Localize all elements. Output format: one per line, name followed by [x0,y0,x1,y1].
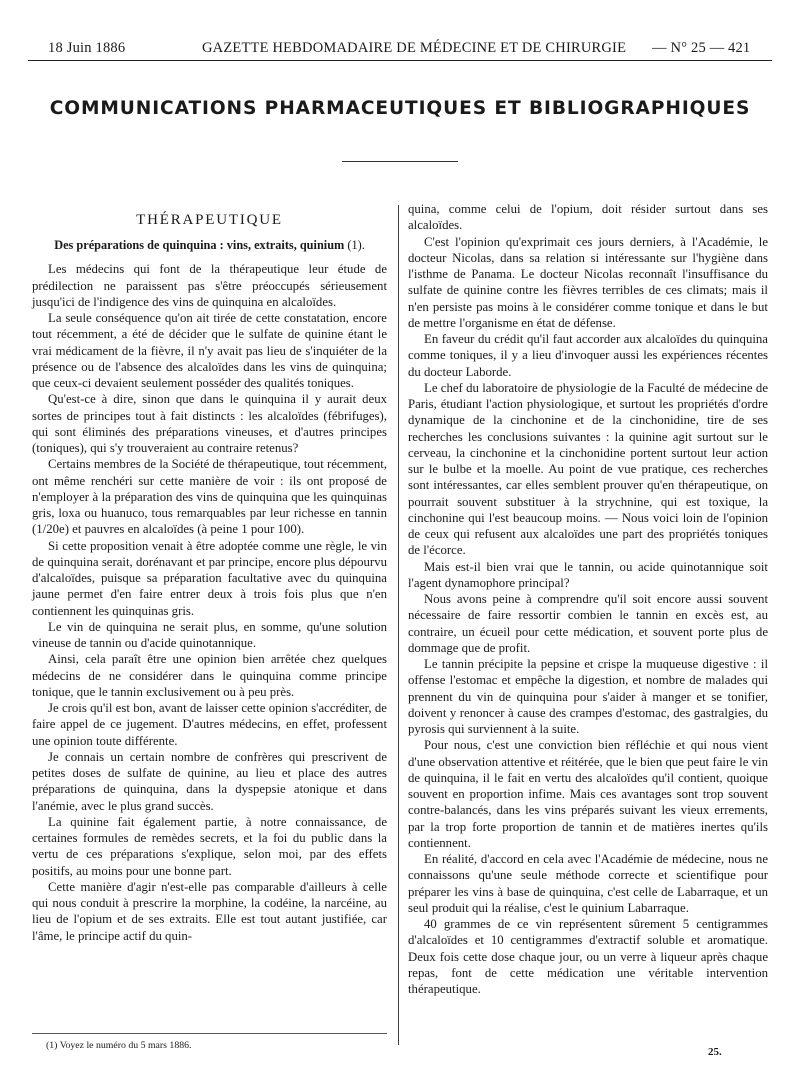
left-column [32,212,387,944]
section-title: THÉRAPEUTIQUE [136,212,283,228]
paragraph: Le chef du laboratoire de physiologie de la Faculté de médecine de Paris, étudiant l'action physiologique, et surtout les propriétés d'ordre dynamique de la cinchonine et de la cinchonidine, tire de ses recherches les conclusions suivantes : la quinine agit surtout sur le cerveau, la cinchonine et la cinchonidine portent surtout leur action sur le bulbe et la moelle. Au point de vue pratique, ces recherches sont intéressantes, car elles semblent prouver qu'en thérapeutique, on pourrait souvent substituer à la strychnine, qui est toxique, la cinchonine qui l'est beaucoup moins. — Nous voici loin de l'opinion de ceux qui refusent aux alcaloïdes une part des propriétés toniques de l'écorce. [408,380,768,558]
paragraph: La quinine fait également partie, à notre connaissance, de certaines formules de remèdes secrets, et la foi du public dans la vertu de ces préparations s'explique, selon moi, par des effets positifs, au moins pour une bonne part. [32,814,387,878]
section-subtitle-text: Des préparations de quinquina : vins, extraits, quinium [54,238,345,253]
header-issue-number: — N° 25 — [652,40,725,56]
paragraph: Certains membres de la Société de thérapeutique, tout récemment, ont même renchéri sur cette manière de voir : ils ont proposé de n'employer à la préparation des vins de quinquina que les quinquinas gris, loxa ou huanuco, tous remarquables par leur richesse en tannin (1/20e) et pauvres en alcaloïdes (à peine 1 pour 100). [32,457,387,537]
header-date: 18 Juin 1886 [48,40,126,56]
page-title: COMMUNICATIONS PHARMACEUTIQUES ET BIBLIOGRAPHIQUES [49,98,751,119]
title-divider [342,161,458,162]
paragraph: Cette manière d'agir n'est-elle pas comparable d'ailleurs à celle qui nous conduit à prescrire la morphine, la codéine, la narcéine, au lieu de l'opium et de ses extraits. Elle est tout autant justifiée, car l'âme, le principe actif du quin- [32,879,387,943]
footnote-reference: (1). [347,238,365,253]
paragraph: Le tannin précipite la pepsine et crispe la muqueuse digestive : il offense l'estomac et empêche la digestion, et nombre de malades qui prennent du vin de quinquina pour s'aider à manger et se tonifier, doivent y renoncer à cause des crampes d'estomac, des gastralgies, du pyrosis qui surviennent à la suite. [408,657,768,736]
header-publication-title: GAZETTE HEBDOMADAIRE DE MÉDECINE ET DE CHIRURGIE [202,40,627,56]
paragraph: Pour nous, c'est une conviction bien réfléchie et qui nous vient d'une observation attentive et réitérée, que le bien que peut faire le vin de quinquina, il le fait en vertu des alcaloïdes qu'il contient, quoique souvent en proportion infime. Mais ces avantages sont trop souvent contre-balancés, dans les vins préparés suivant les vieux errements, par la trop forte proportion de tannin et de matières inertes qu'ils contiennent. [408,738,768,850]
section-subtitle [32,238,387,253]
paragraph: En faveur du crédit qu'il faut accorder aux alcaloïdes du quinquina comme toniques, il y a lieu d'invoquer aussi les expériences récentes du docteur Laborde. [408,332,768,379]
paragraph: C'est l'opinion qu'exprimait ces jours derniers, à l'Académie, le docteur Nicolas, dans sa relation si intéressante sur l'hygiène dans l'isthme de Panama. Le docteur Nicolas reconnaît l'insuffisance du sulfate de quinine contre les fièvres terribles de ces climats; mais il n'en persiste pas moins à le considérer comme tonique et dans le but de mettre l'organisme en état de défense. [408,234,768,330]
paragraph: Qu'est-ce à dire, sinon que dans le quinquina il y aurait deux sortes de principes tout à fait distincts : les alcaloïdes (fébrifuges), qui sont éliminés des préparations vineuses, et d'autres principes (toniques), qui s'y trouveraient au contraire retenus? [32,392,387,455]
header-page-number: 421 [728,40,751,56]
column-divider [398,205,399,1045]
paragraph: Ainsi, cela paraît être une opinion bien arrêtée chez quelques médecins de ne considérer dans le quinquina comme principe tonique, que le tannin exclusivement ou à peu près. [32,652,387,699]
paragraph: Le vin de quinquina ne serait plus, en somme, qu'une solution vineuse de tannin ou d'acide quinotannique. [32,619,387,650]
paragraph: Je crois qu'il est bon, avant de laisser cette opinion s'accréditer, de faire appel de ce jugement. D'autres médecins, en effet, professent une opinion toute différente. [32,701,387,748]
paragraph: La seule conséquence qu'on ait tirée de cette constatation, encore tout récemment, a été de décider que le sulfate de quinine étant le vrai médicament de la fièvre, il n'y avait pas lieu de s'inquiéter de la présence ou de l'absence des alcaloïdes dans les vins de quinquina; que ceux-ci devaient seulement posséder des qualités toniques. [32,311,387,390]
paragraph: Les médecins qui font de la thérapeutique leur étude de prédilection ne paraissent pas s'être préoccupés sérieusement jusqu'ici de l'indigence des vins de quinquina en alcaloïdes. [32,262,387,309]
paragraph: Je connais un certain nombre de confrères qui prescrivent de petites doses de sulfate de quinine, au lieu et place des autres préparations de quinquina, dans la dyspepsie atonique et dans l'anémie, avec le plus grand succès. [32,749,387,813]
running-header [28,38,772,61]
footnote-divider [32,1033,387,1034]
paragraph: En réalité, d'accord en cela avec l'Académie de médecine, nous ne connaissons qu'une seule méthode correcte et scientifique pour préparer les vins à base de quinquina, c'est celle de Labarraque, et un seul produit qui la réalise, c'est le quinium Labarraque. [408,852,768,915]
paragraph: 40 grammes de ce vin représentent sûrement 5 centigrammes d'alcaloïdes et 10 centigrammes d'extractif soluble et aromatique. Deux fois cette dose chaque jour, ou un verre à liqueur après chaque repas, font de cette médication une véritable intervention thérapeutique. [408,917,768,996]
paragraph: Mais est-il bien vrai que le tannin, ou acide quinotannique soit l'agent dynamophore principal? [408,559,768,590]
signature-mark: 25. [708,1046,722,1058]
footnote: (1) Voyez le numéro du 5 mars 1886. [46,1040,192,1051]
right-column [408,201,768,997]
paragraph-continuation: quina, comme celui de l'opium, doit résider surtout dans ses alcaloïdes. [408,202,768,233]
paragraph: Nous avons peine à comprendre qu'il soit encore aussi souvent nécessaire de faire ressortir combien le tannin en excès est, au contraire, un écueil pour cette médication, et souvent porte plus de dommage que de profit. [408,592,768,655]
paragraph: Si cette proposition venait à être adoptée comme une règle, le vin de quinquina serait, dorénavant et par principe, encore plus dépourvu d'alcaloïdes, puisque sa préparation facultative avec du quinquina jaune permet d'en faire entrer deux à trois fois plus que n'en contiennent les quinquinas gris. [32,538,387,618]
